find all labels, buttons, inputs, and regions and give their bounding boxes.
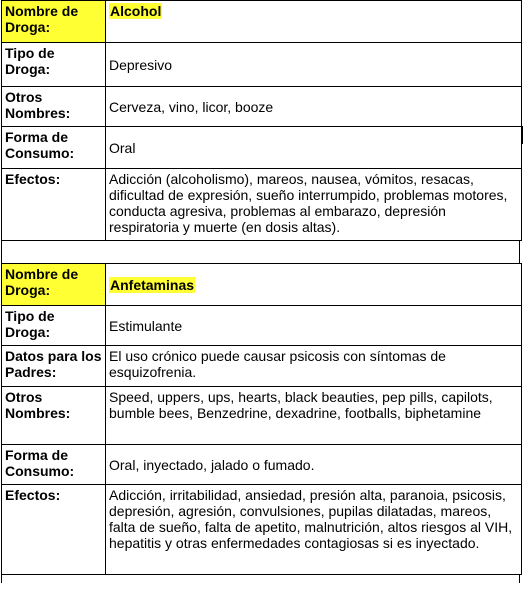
other-names-label: Otros Nombres: [2, 87, 106, 127]
drug-name-cell [106, 264, 522, 306]
drug-name-value: Alcohol [110, 3, 162, 19]
table-bottom-edge [1, 575, 520, 583]
drug-type-value: Estimulante [106, 306, 522, 346]
drug-type-label: Tipo de Droga: [2, 43, 106, 87]
consumption-form-value: Oral, inyectado, jalado o fumado. [106, 445, 522, 485]
drug-name-value: Anfetaminas [110, 276, 195, 293]
table-row [2, 1, 522, 43]
page-edge-mark [522, 126, 523, 144]
other-names-label: Otros Nombres: [2, 387, 106, 445]
parents-info-value: El uso crónico puede causar psicosis con síntomas de esquizofrenia. [106, 346, 522, 387]
table-row [2, 169, 522, 241]
effects-value: Adicción, irritabilidad, ansiedad, presión alta, paranoia, psicosis, depresión, agresión, convulsiones, pupilas dilatadas, mareos, falta de sueño, falta de apetito, malnutrición, altos riesgos al VIH, hepatitis y otras enfermedades contagiosas si es inyectado. [106, 485, 522, 575]
table-row [2, 43, 522, 87]
consumption-form-label: Forma de Consumo: [2, 127, 106, 169]
effects-label: Efectos: [2, 169, 106, 241]
drug-type-value: Depresivo [106, 43, 522, 87]
drug-name-label: Nombre de Droga: [2, 264, 106, 306]
drug-type-label: Tipo de Droga: [2, 306, 106, 346]
table-row [2, 87, 522, 127]
table-row [2, 127, 522, 169]
drug-name-cell [106, 1, 522, 43]
table-row [2, 306, 522, 346]
effects-value: Adicción (alcoholismo), mareos, nausea, vómitos, resacas, dificultad de expresión, sueño interrumpido, problemas motores, conducta agresiva, problemas al embarazo, depresión respiratoria y muerte (en dosis altas). [106, 169, 522, 241]
table-row [2, 445, 522, 485]
other-names-value: Speed, uppers, ups, hearts, black beauties, pep pills, capilots, bumble bees, Benzedrine, dexadrine, footballs, biphetamine [106, 387, 522, 445]
table-row [2, 264, 522, 306]
table-row [2, 387, 522, 445]
document [1, 0, 521, 583]
drug-name-label: Nombre de Droga: [2, 1, 106, 43]
table-row [2, 485, 522, 575]
table-row [2, 346, 522, 387]
parents-info-label: Datos para los Padres: [2, 346, 106, 387]
table-separator [1, 241, 520, 263]
consumption-form-label: Forma de Consumo: [2, 445, 106, 485]
effects-label: Efectos: [2, 485, 106, 575]
amphetamines-table [1, 263, 522, 575]
other-names-value: Cerveza, vino, licor, booze [106, 87, 522, 127]
alcohol-table [1, 0, 522, 241]
consumption-form-value: Oral [106, 127, 522, 169]
